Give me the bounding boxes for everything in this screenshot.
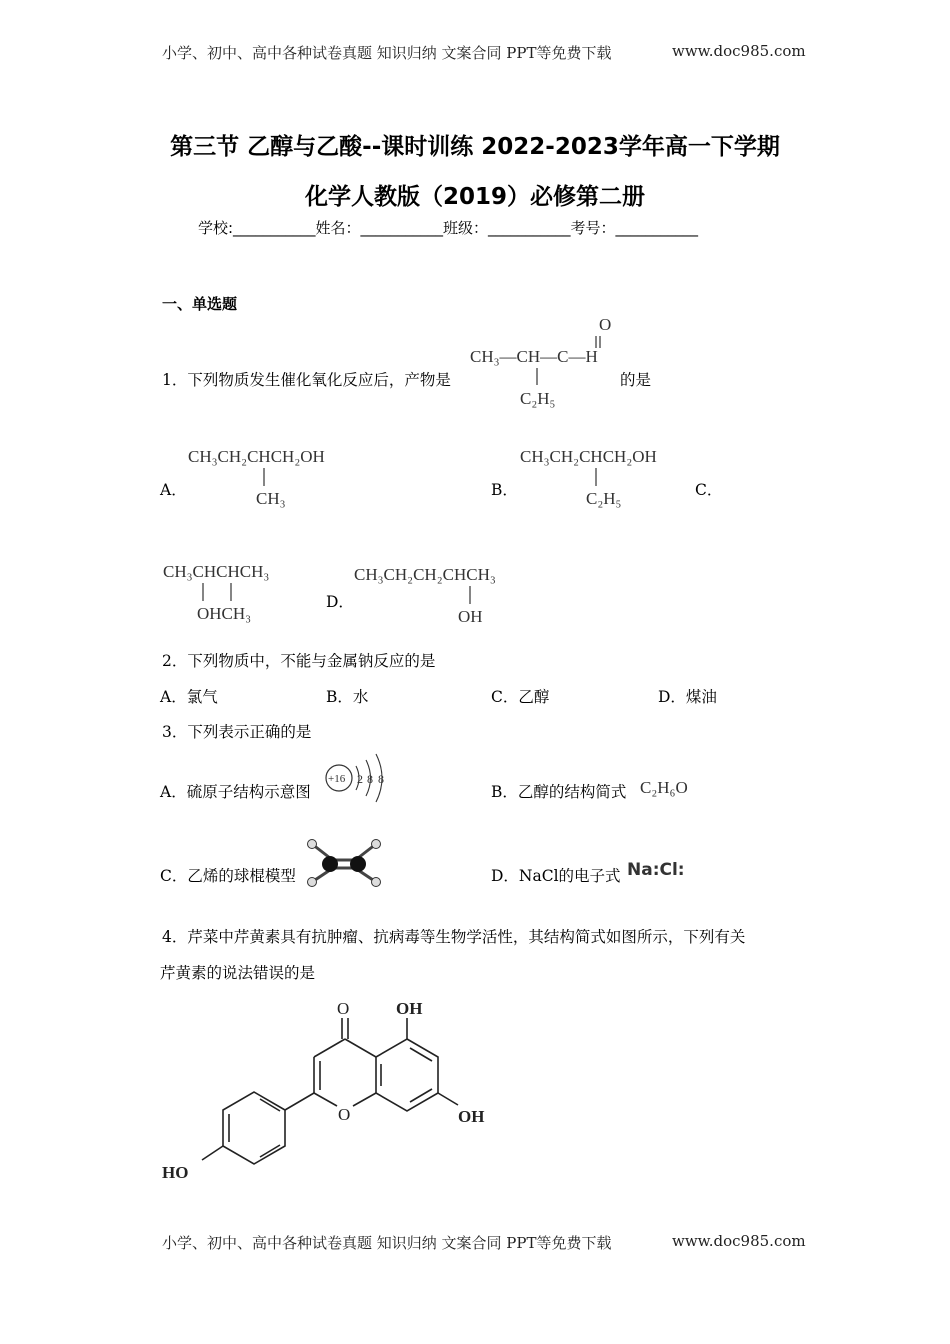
page-title-line1: 第三节 乙醇与乙酸--课时训练 2022-2023学年高一下学期 xyxy=(170,134,780,160)
q1-a-main: CH₃CH₂CHCH₂OH xyxy=(188,447,325,466)
apigenin-oh-right: OH xyxy=(458,1107,485,1126)
q3-option-a[interactable]: A．硫原子结构示意图 xyxy=(160,783,311,801)
q2-stem: 2．下列物质中，不能与金属钠反应的是 xyxy=(162,652,436,670)
q1-b-branch: C₂H₅ xyxy=(586,489,622,508)
q1-option-c-structure xyxy=(163,555,303,631)
q3-option-b-text[interactable]: B．乙醇的结构简式 xyxy=(491,783,627,801)
q3-stem: 3．下列表示正确的是 xyxy=(162,723,312,741)
q1-structure-main: CH₃—CH—C—H xyxy=(470,347,598,366)
apigenin-ring-o: O xyxy=(338,1105,351,1124)
page-title-line2: 化学人教版（2019）必修第二册 xyxy=(304,184,645,210)
q1-option-b-structure xyxy=(520,440,690,516)
q3-option-d-text[interactable]: D．NaCl的电子式 xyxy=(491,867,621,885)
header-url-link[interactable]: www.doc985.com xyxy=(672,42,806,60)
q1-option-a-structure xyxy=(188,440,358,516)
q2-option-a[interactable]: A．氯气 xyxy=(160,688,218,706)
q2-option-c[interactable]: C．乙醇 xyxy=(491,688,550,706)
q2-option-d[interactable]: D．煤油 xyxy=(658,688,717,706)
q1-d-main: CH₃CH₂CH₂CHCH₃ xyxy=(354,565,496,584)
q4-stem-line2: 芹黄素的说法错误的是 xyxy=(160,964,316,982)
student-info-line: 学校:___________姓名：___________班级：___________考号：___________ xyxy=(198,219,699,237)
q1-stem: 1．下列物质发生催化氧化反应后，产物是 xyxy=(162,371,451,389)
footer-left-text: 小学、初中、高中各种试卷真题 知识归纳 文案合同 PPT等免费下载 xyxy=(162,1234,612,1252)
s-atom-nucleus: +16 xyxy=(328,773,346,785)
q1-option-a-label[interactable]: A． xyxy=(160,481,187,499)
q1-stem-end: 的是 xyxy=(620,371,652,389)
q1-b-main: CH₃CH₂CHCH₂OH xyxy=(520,447,657,466)
q3-option-c[interactable]: C．乙烯的球棍模型 xyxy=(160,867,296,885)
q1-c-branch: OHCH₃ xyxy=(197,604,252,623)
apigenin-carbonyl-o: O xyxy=(337,999,350,1018)
q1-structure-top: O xyxy=(599,315,612,334)
q1-product-structure xyxy=(468,312,618,412)
q1-c-main: CH₃CHCHCH₃ xyxy=(163,562,270,581)
q1-structure-branch: C₂H₅ xyxy=(520,389,556,408)
s-atom-shell-1: 2 xyxy=(357,772,363,786)
q1-option-d-structure xyxy=(354,558,534,634)
q1-d-branch: OH xyxy=(458,607,483,626)
s-atom-shell-2: 8 xyxy=(367,772,373,786)
header-left-text: 小学、初中、高中各种试卷真题 知识归纳 文案合同 PPT等免费下载 xyxy=(162,44,612,62)
q4-stem-line1: 4．芹菜中芹黄素具有抗肿瘤、抗病毒等生物学活性，其结构简式如图所示，下列有关 xyxy=(162,928,746,946)
apigenin-ho-left: HO xyxy=(162,1163,189,1182)
apigenin-structure xyxy=(160,996,500,1186)
q1-option-d-label[interactable]: D． xyxy=(326,593,354,611)
q1-option-c-label[interactable]: C． xyxy=(695,481,723,499)
footer-url-link[interactable]: www.doc985.com xyxy=(672,1232,806,1250)
q2-option-b[interactable]: B．水 xyxy=(326,688,369,706)
sulfur-atom-diagram xyxy=(322,750,394,806)
ethylene-ball-stick-model xyxy=(304,838,384,890)
q3-option-b-formula: C₂H₆O xyxy=(640,778,688,797)
apigenin-oh-top: OH xyxy=(396,999,423,1018)
s-atom-shell-3: 8 xyxy=(378,772,384,786)
section-heading: 一、单选题 xyxy=(162,295,238,313)
q1-option-b-label[interactable]: B． xyxy=(491,481,518,499)
q1-a-branch: CH₃ xyxy=(256,489,286,508)
nacl-electron-formula: Na:Cl: xyxy=(627,860,685,880)
